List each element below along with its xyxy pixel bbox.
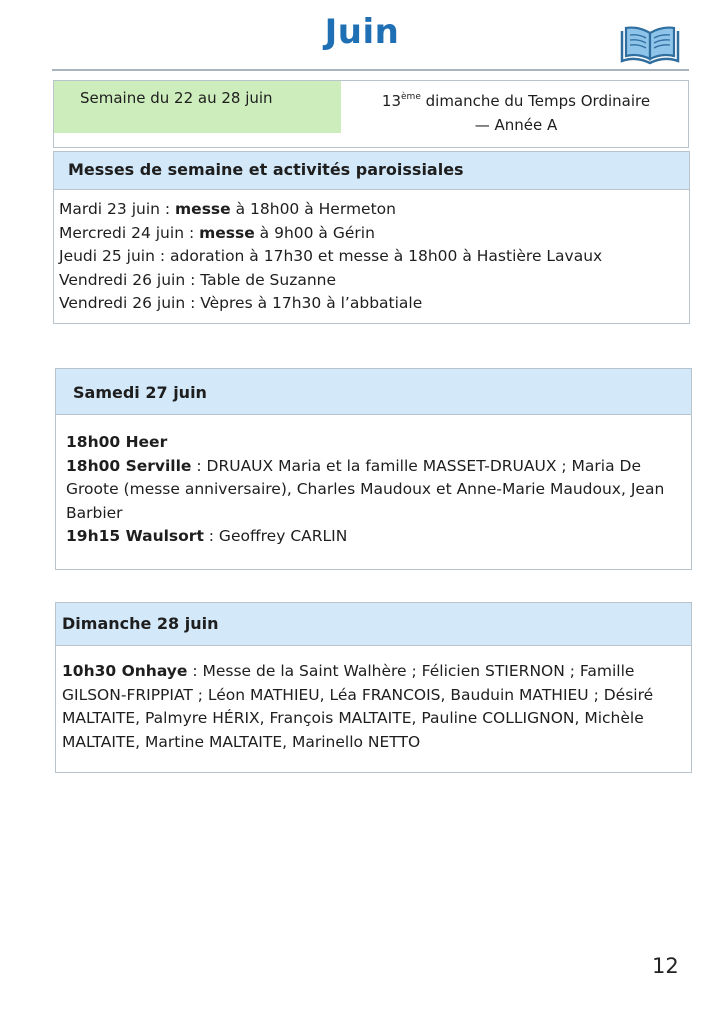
list-item: Vendredi 26 juin : Table de Suzanne bbox=[59, 270, 337, 289]
sunday-list bbox=[56, 646, 691, 754]
section-heading: Messes de semaine et activités paroissiales bbox=[54, 152, 689, 190]
list-item: Mercredi 24 juin : messe à 9h00 à Gérin bbox=[59, 223, 375, 242]
weekday-masses-section bbox=[53, 151, 690, 324]
list-item: 10h30 Onhaye : Messe de la Saint Walhère ; Félicien STIERNON ; Famille GILSON-FRIPPIAT ; Léon MATHIEU, Léa FRANCOIS, Bauduin MATHIEU ; Désiré MALTAITE, Palmyre HÉRIX, François MALTAITE, Pauline COLLIGNON, Michèle MALTAITE, Martine MALTAITE, Marinello NETTO bbox=[62, 662, 654, 751]
saturday-list bbox=[56, 415, 691, 549]
liturgical-year: — Année A bbox=[474, 116, 558, 134]
sunday-name: dimanche du Temps Ordinaire bbox=[420, 92, 651, 110]
page-number: 12 bbox=[652, 954, 679, 978]
list-item: 19h15 Waulsort : Geoffrey CARLIN bbox=[66, 527, 348, 545]
week-info-box bbox=[53, 80, 689, 148]
section-heading: Samedi 27 juin bbox=[56, 369, 691, 415]
page-title: Juin bbox=[324, 12, 400, 52]
title-divider bbox=[52, 69, 689, 71]
weekday-list bbox=[54, 190, 689, 316]
list-item: 18h00 Heer bbox=[66, 433, 168, 451]
sunday-ordinal: ème bbox=[401, 92, 421, 102]
open-book-icon bbox=[619, 25, 681, 67]
sunday-section bbox=[55, 602, 692, 773]
sunday-number: 13 bbox=[381, 92, 402, 110]
list-item: 18h00 Serville : DRUAUX Maria et la famille MASSET-DRUAUX ; Maria De Groote (messe anniversaire), Charles Maudoux et Anne-Marie Maudoux, Jean Barbier bbox=[66, 456, 665, 522]
list-item: Mardi 23 juin : messe à 18h00 à Hermeton bbox=[59, 200, 396, 218]
section-heading: Dimanche 28 juin bbox=[56, 603, 691, 646]
list-item: Vendredi 26 juin : Vèpres à 17h30 à l’abbatiale bbox=[59, 294, 423, 312]
list-item: Jeudi 25 juin : adoration à 17h30 et messe à 18h00 à Hastière Lavaux bbox=[59, 247, 603, 265]
week-label: Semaine du 22 au 28 juin bbox=[54, 81, 341, 133]
liturgical-sunday bbox=[344, 85, 688, 137]
saturday-section bbox=[55, 368, 692, 570]
